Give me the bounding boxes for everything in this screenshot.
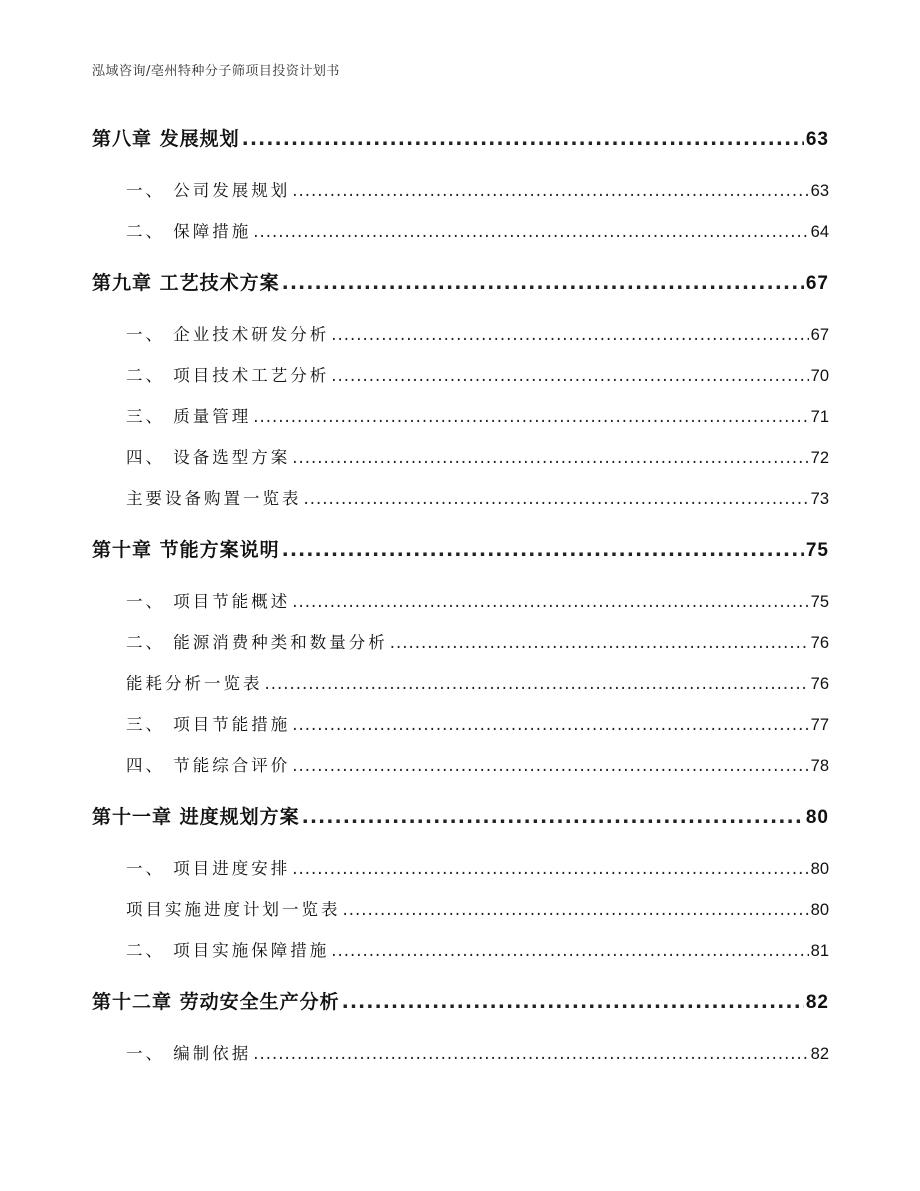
- toc-entry-title: 一、 编制依据: [126, 1044, 252, 1063]
- toc-entry-page: 82: [805, 992, 829, 1013]
- toc-entry-page: 72: [810, 449, 829, 467]
- toc-section[interactable]: [126, 670, 829, 694]
- dot-leader: [253, 407, 808, 426]
- dot-leader: [265, 674, 809, 693]
- dot-leader: [292, 756, 808, 775]
- toc-entry-title: 二、 保障措施: [126, 222, 252, 241]
- toc-chapter-12[interactable]: [92, 987, 829, 1014]
- toc-chapter-11[interactable]: [92, 802, 829, 829]
- dot-leader: [253, 222, 808, 241]
- toc-section[interactable]: [126, 403, 829, 427]
- dot-leader: [292, 859, 808, 878]
- toc-entry-title: 第十二章 劳动安全生产分析: [92, 991, 340, 1013]
- toc-entry-page: 75: [805, 540, 829, 561]
- toc-entry-page: 82: [810, 1045, 829, 1063]
- toc-entry-page: 80: [810, 860, 829, 878]
- toc-section[interactable]: [126, 752, 829, 776]
- toc-section[interactable]: [126, 1040, 829, 1064]
- toc-entry-title: 第九章 工艺技术方案: [92, 272, 280, 294]
- toc-section[interactable]: [126, 362, 829, 386]
- dot-leader: [253, 1044, 808, 1063]
- toc-entry-title: 一、 公司发展规划: [126, 181, 291, 200]
- toc-entry-title: 一、 项目进度安排: [126, 859, 291, 878]
- toc-entry-title: 第八章 发展规划: [92, 128, 240, 150]
- toc-entry-page: 70: [810, 367, 829, 385]
- toc-entry-page: 71: [810, 408, 829, 426]
- dot-leader: [331, 941, 808, 960]
- toc-section[interactable]: [126, 485, 829, 509]
- dot-leader: [242, 128, 804, 150]
- toc-section[interactable]: [126, 855, 829, 879]
- dot-leader: [292, 592, 808, 611]
- toc-chapter-8[interactable]: [92, 124, 829, 151]
- dot-leader: [331, 366, 808, 385]
- toc-entry-page: 73: [810, 490, 829, 508]
- toc-entry-page: 64: [810, 223, 829, 241]
- toc-section[interactable]: [126, 937, 829, 961]
- dot-leader: [343, 900, 809, 919]
- toc-section[interactable]: [126, 588, 829, 612]
- toc-entry-page: 63: [810, 182, 829, 200]
- toc-entry-title: 三、 项目节能措施: [126, 715, 291, 734]
- toc-chapter-9[interactable]: [92, 268, 829, 295]
- dot-leader: [292, 448, 808, 467]
- toc-entry-page: 78: [810, 757, 829, 775]
- toc-section[interactable]: [126, 218, 829, 242]
- toc-section[interactable]: [126, 629, 829, 653]
- toc-section[interactable]: [126, 444, 829, 468]
- dot-leader: [304, 489, 809, 508]
- toc-entry-title: 二、 项目技术工艺分析: [126, 366, 330, 385]
- toc-entry-title: 四、 节能综合评价: [126, 756, 291, 775]
- dot-leader: [342, 991, 804, 1013]
- toc-entry-page: 67: [810, 326, 829, 344]
- toc-entry-title: 一、 项目节能概述: [126, 592, 291, 611]
- dot-leader: [390, 633, 809, 652]
- dot-leader: [292, 181, 808, 200]
- toc-entry-page: 80: [805, 807, 829, 828]
- toc-entry-page: 77: [810, 716, 829, 734]
- toc-entry-title: 四、 设备选型方案: [126, 448, 291, 467]
- toc-entry-title: 二、 项目实施保障措施: [126, 941, 330, 960]
- toc-entry-page: 81: [810, 942, 829, 960]
- toc-entry-title: 能耗分析一览表: [126, 674, 263, 693]
- toc-section[interactable]: [126, 711, 829, 735]
- toc-entry-title: 三、 质量管理: [126, 407, 252, 426]
- toc-entry-title: 第十章 节能方案说明: [92, 539, 280, 561]
- toc-entry-page: 76: [810, 634, 829, 652]
- toc-entry-page: 75: [810, 593, 829, 611]
- toc-chapter-10[interactable]: [92, 535, 829, 562]
- toc-entry-title: 主要设备购置一览表: [126, 489, 302, 508]
- dot-leader: [282, 272, 804, 294]
- dot-leader: [302, 806, 804, 828]
- toc-entry-page: 67: [805, 273, 829, 294]
- toc-entry-page: 80: [810, 901, 829, 919]
- toc-entry-title: 第十一章 进度规划方案: [92, 806, 300, 828]
- dot-leader: [292, 715, 808, 734]
- toc-section[interactable]: [126, 321, 829, 345]
- running-header: 泓域咨询/亳州特种分子筛项目投资计划书: [92, 64, 340, 79]
- toc-entry-title: 项目实施进度计划一览表: [126, 900, 341, 919]
- toc-entry-title: 一、 企业技术研发分析: [126, 325, 330, 344]
- toc-section[interactable]: [126, 177, 829, 201]
- toc-entry-title: 二、 能源消费种类和数量分析: [126, 633, 388, 652]
- toc-section[interactable]: [126, 896, 829, 920]
- dot-leader: [282, 539, 804, 561]
- dot-leader: [331, 325, 808, 344]
- toc-entry-page: 76: [810, 675, 829, 693]
- toc-entry-page: 63: [805, 129, 829, 150]
